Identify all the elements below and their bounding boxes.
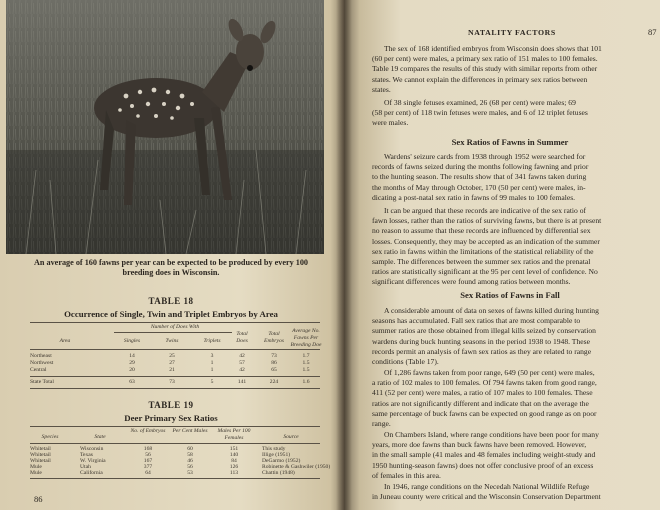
table18-col-total-embryos: Total Embryos (264, 331, 284, 344)
paragraph-1: The sex of 168 identified embryos from Wisconsin does shows that 101 (60 per cent) were males, a primary sex ratio of 151 males to 100 females. Table 19 compares the results of this study with similar reports from other states. We cannot explain the differences in primary sex ratios between states. (372, 44, 602, 94)
paragraph-5: A considerable amount of data on sexes of fawns killed during hunting seasons has accumulated. Fall sex ratios that are most comparable to summer ratios are those obtained from illegal kills seized by conservation wardens during buck hunting seasons in the period 1938 to 1948. These records permit an analysis of fawn sex ratios as they are related to range conditions (Table 17). (372, 306, 599, 367)
table18-subtitle: Occurrence of Single, Twin and Triplet Embryos by Area (64, 309, 278, 319)
table18-col-total-does: Total Does (236, 331, 248, 344)
table19-subtitle: Deer Primary Sex Ratios (124, 413, 218, 423)
heading-summer: Sex Ratios of Fawns in Summer (451, 137, 569, 147)
table19-col-percent-males: Per Cent Males (172, 428, 208, 434)
table19: Species State No. of Embryos Per Cent Males Males Per 100 Females Source Whitetail Wisconsin 168 60 151 This study Whitetail Texas 56 58 140 Illige (1951) Whitetail W. Virginia 167 46 84 DeGarmo (1952) Mule Utah 377 56 126 Robinette & Gashwiler (1950) Mule California 64 53 113 Chattin (1948) (30, 426, 320, 496)
page-number-left: 86 (34, 494, 43, 504)
table18-title: TABLE 18 (148, 296, 194, 306)
book-gutter (336, 0, 352, 510)
table19-title: TABLE 19 (148, 400, 194, 410)
table18-col-average: Average No. Fawns Per Breeding Doe (290, 328, 322, 348)
table18-col-area: Area (59, 338, 71, 344)
running-head: NATALITY FACTORS (468, 28, 556, 37)
heading-fall: Sex Ratios of Fawns in Fall (460, 290, 560, 300)
table18-col-singles: Singles (123, 338, 141, 344)
table18-group-header: Number of Does With (150, 324, 200, 330)
table19-col-males-per-100: Males Per 100 Females (217, 428, 251, 441)
paragraph-3: Wardens' seizure cards from 1938 through 1952 were searched for records of fawns seized during the months following fawning and prior to the hunting season. The results show that of 341 fawns taken during the months of May through October, 170 (50 per cent) were males, in- dicating a post-natal sex ratio in fawns of 99 males to 100 females. (372, 152, 589, 202)
table18: Number of Does With Area Singles Twins Triplets Total Does Total Embryos Average No. Fawns Per Breeding Doe Northeast 14 25 3 42 73 1.7 Northwest 29 27 1 57 86 1.5 Central 20 21 1 42 65 1.5 State Total 63 73 5 141 224 1.6 (30, 322, 320, 412)
photo-caption: An average of 160 fawns per year can be expected to be produced by every 100 breeding does in Wisconsin. (33, 258, 309, 278)
table19-col-state: State (94, 434, 106, 440)
paragraph-2: Of 38 single fetuses examined, 26 (68 per cent) were males; 69 (58 per cent) of 118 twin fetuses were males, and 6 of 12 triplet fetuses were males. (372, 98, 588, 128)
paragraph-6: Of 1,286 fawns taken from poor range, 649 (50 per cent) were males, a ratio of 102 males to 100 females. Of 794 fawns taken from good range, 411 (52 per cent) were males, a ratio of 107 males to 100 females. These ratios are not significantly different and indicate that on the average the same percentage of buck fawns can be expected on good range as on poor range. (372, 368, 597, 429)
paragraph-8: In 1946, range conditions on the Necedah National Wildlife Refuge in Juneau county were critical and the Wisconsin Conservation Department (372, 482, 601, 502)
table19-col-species: Species (41, 434, 59, 440)
paragraph-7: On Chambers Island, where range conditions have been poor for many years, more doe fawns than buck fawns have been removed. However, in the small sample (41 males and 48 females including weight-study and 1950 hunting-season fawns) does not offer conclusive proof of an excess of females in this area. (372, 430, 599, 480)
fawn-photo (6, 0, 324, 254)
table19-col-source: Source (283, 434, 299, 440)
table18-col-triplets: Triplets (203, 338, 221, 344)
table18-col-twins: Twins (165, 338, 179, 344)
table19-col-embryos: No. of Embryos (130, 428, 166, 434)
paragraph-4: It can be argued that these records are indicative of the sex ratio of fawn losses, rather than the ratios of surviving fawns, but there is at present no reason to assume that these records are influenced by differential sex losses. Consequently, they may be accepted as an indication of the summer sex ratio in fawns within the limitations of the statistical reliability of the sample. The differences between the summer sex ratios and the prenatal ratios are statistically significant at the 95 per cent level of confidence. No significant differences were found among ratios between months. (372, 206, 602, 287)
page-number-right: 87 (648, 27, 657, 37)
